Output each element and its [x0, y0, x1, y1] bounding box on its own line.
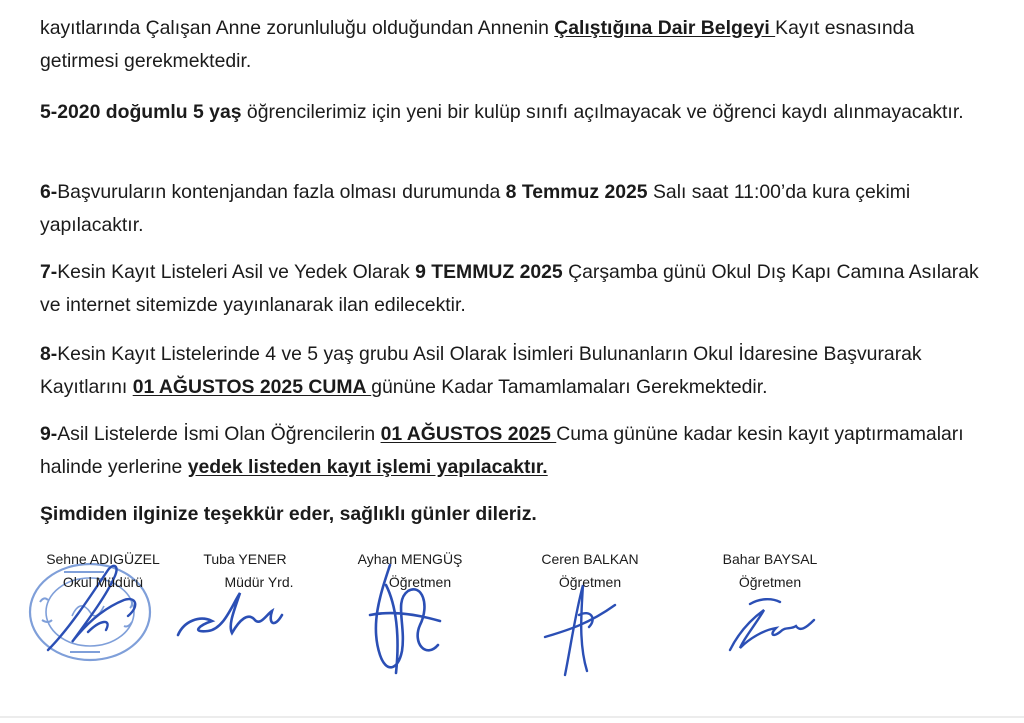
reserve-list-note: yedek listeden kayıt işlemi yapılacaktır. — [187, 456, 548, 478]
signatory-title: Müdür Yrd. — [224, 574, 294, 590]
signatory-name: Sehne ADIGÜZEL — [46, 551, 160, 567]
signatory-2 — [180, 548, 310, 594]
paragraph-5-bold: 5-2020 doğumlu 5 yaş — [40, 101, 242, 123]
paragraph-number: 8- — [40, 343, 58, 365]
signatory-5 — [700, 548, 840, 594]
paragraph-text: Kayıt esnasında getirmesi gerekmektedir. — [40, 17, 915, 72]
signatory-4 — [520, 548, 660, 594]
signatory-name: Bahar BAYSAL — [722, 551, 818, 567]
signatory-name: Tuba YENER — [203, 551, 287, 567]
lottery-date: 8 Temmuz 2025 — [505, 181, 648, 203]
paragraph-text: Salı saat 11:00’da kura çekimi yapılacaktır. — [40, 181, 911, 236]
signatory-1 — [28, 548, 178, 594]
paragraph-number: 7- — [40, 261, 58, 283]
paragraph-9 — [40, 418, 985, 484]
registration-deadline: 01 AĞUSTOS 2025 CUMA — [132, 376, 372, 398]
paragraph-number: 9- — [40, 423, 58, 445]
signatory-title: Okul Müdürü — [62, 574, 144, 590]
list-announcement-date: 9 TEMMUZ 2025 — [415, 261, 563, 283]
signatory-title: Öğretmen — [558, 574, 622, 590]
paragraph-number: 6- — [40, 181, 58, 203]
paragraph-8 — [40, 338, 985, 404]
paragraph-7 — [40, 256, 985, 322]
paragraph-text: Kesin Kayıt Listelerinde 4 ve 5 yaş grubu Asil Olarak İsimleri Bulunanların Okul İdaresine Başvurarak Kayıtlarını — [40, 343, 922, 398]
paragraph-text: Kesin Kayıt Listeleri Asil ve Yedek Olarak — [57, 261, 416, 283]
paragraph-text: Çarşamba günü Okul Dış Kapı Camına Asılarak ve internet sitemizde yayınlanarak ilan edilecektir. — [40, 261, 979, 316]
paragraph-text: Başvuruların kontenjandan fazla olması durumunda — [57, 181, 506, 203]
paragraph-text: öğrencilerimiz için yeni bir kulüp sınıfı açılmayacak ve öğrenci kaydı alınmayacaktır. — [241, 101, 964, 123]
signature-2-ink — [170, 585, 300, 645]
signatory-title: Öğretmen — [388, 574, 452, 590]
paragraph-text: kayıtlarında Çalışan Anne zorunluluğu olduğundan Annenin — [40, 17, 555, 39]
paragraph-6 — [40, 176, 985, 242]
signatory-name: Ceren BALKAN — [541, 551, 639, 567]
closing-line: Şimdiden ilginize teşekkür eder, sağlıklı günler dileriz. — [40, 503, 537, 525]
paragraph-text: gününe Kadar Tamamlamaları Gerekmektedir. — [371, 376, 768, 398]
signatory-3 — [340, 548, 480, 594]
paragraph-text: Asil Listelerde İsmi Olan Öğrencilerin — [57, 423, 381, 445]
page-bottom-edge — [0, 716, 1024, 718]
signatory-name: Ayhan MENGÜŞ — [357, 551, 463, 567]
paragraph-text: Cuma gününe kadar kesin kayıt yaptırmamaları halinde yerlerine — [40, 423, 964, 478]
signatory-title: Öğretmen — [738, 574, 802, 590]
signature-5-ink — [720, 590, 830, 660]
working-mother-document-link-text: Çalıştığına Dair Belgeyi — [554, 17, 776, 39]
final-registration-date: 01 AĞUSTOS 2025 — [380, 423, 557, 445]
paragraph-5 — [40, 96, 985, 129]
paragraph-4-continuation — [40, 12, 985, 78]
